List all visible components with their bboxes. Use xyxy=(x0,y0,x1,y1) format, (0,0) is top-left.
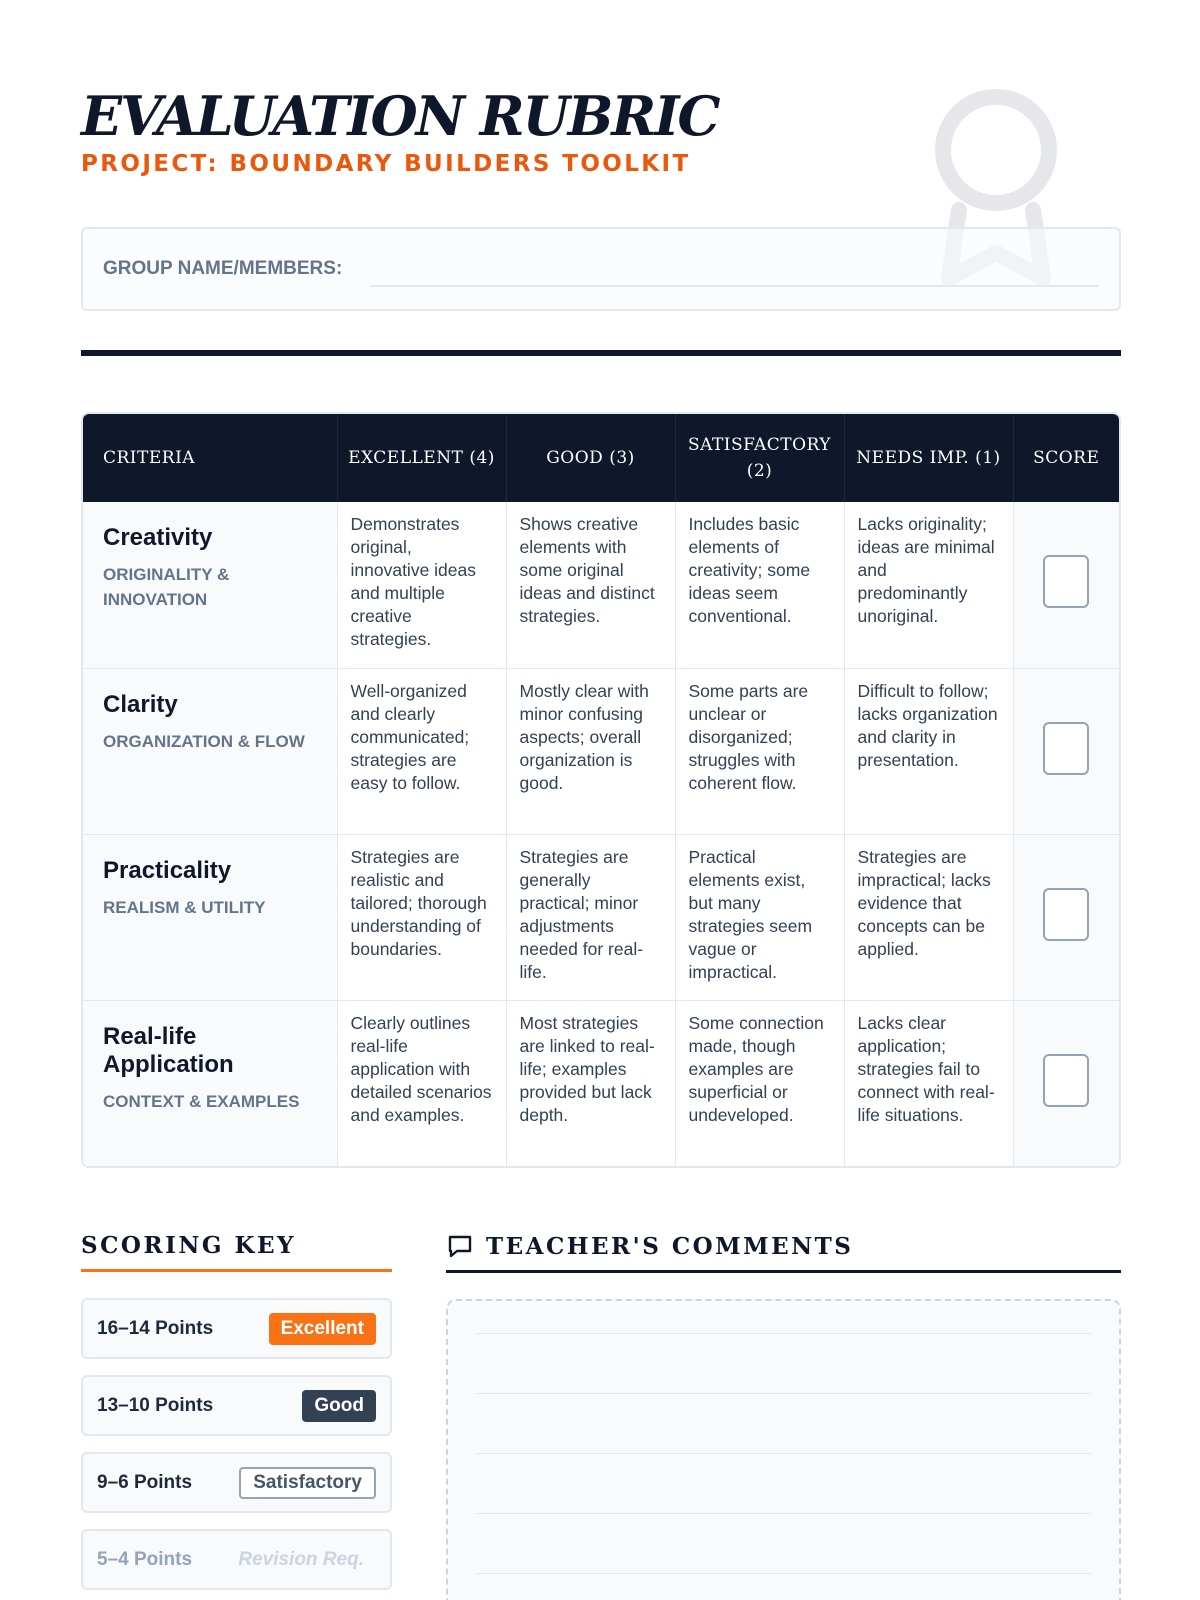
needs-improvement-descriptor: Lacks originality; ideas are minimal and predominantly unoriginal. xyxy=(844,502,1013,668)
rating-badge-revision: Revision Req. xyxy=(238,1548,364,1570)
comment-line xyxy=(476,1393,1091,1453)
column-header-excellent: EXCELLENT (4) xyxy=(337,414,506,502)
scoring-key xyxy=(81,1232,392,1590)
scoring-key-item xyxy=(81,1529,392,1590)
comment-line xyxy=(476,1573,1091,1600)
excellent-descriptor: Demonstrates original, innovative ideas and multiple creative strategies. xyxy=(337,502,506,668)
column-header-score: SCORE xyxy=(1013,414,1119,502)
good-descriptor: Most strategies are linked to real-life; examples provided but lack depth. xyxy=(506,1000,675,1166)
comments-field[interactable] xyxy=(446,1299,1121,1600)
table-header-row xyxy=(83,414,1119,502)
comment-line xyxy=(476,1453,1091,1513)
score-cell xyxy=(1013,1000,1119,1166)
points-range: 13–10 Points xyxy=(97,1394,214,1416)
points-range: 16–14 Points xyxy=(97,1317,214,1339)
points-range: 5–4 Points xyxy=(97,1548,193,1570)
group-name-input-line[interactable] xyxy=(370,285,1099,287)
score-input-creativity[interactable] xyxy=(1043,555,1089,608)
needs-improvement-descriptor: Difficult to follow; lacks organization and clarity in presentation. xyxy=(844,668,1013,834)
project-subtitle: PROJECT: BOUNDARY BUILDERS TOOLKIT xyxy=(81,151,691,177)
comment-icon xyxy=(446,1232,474,1260)
comment-line xyxy=(476,1513,1091,1573)
satisfactory-descriptor: Practical elements exist, but many strategies seem vague or impractical. xyxy=(675,834,844,1000)
scoring-key-item xyxy=(81,1375,392,1436)
needs-improvement-descriptor: Strategies are impractical; lacks evidence that concepts can be applied. xyxy=(844,834,1013,1000)
column-header-criteria: CRITERIA xyxy=(83,414,337,502)
column-header-satisfactory: SATISFACTORY (2) xyxy=(675,414,844,502)
good-descriptor: Mostly clear with minor confusing aspects; overall organization is good. xyxy=(506,668,675,834)
criteria-subtitle: CONTEXT & EXAMPLES xyxy=(103,1091,300,1111)
scoring-key-item xyxy=(81,1298,392,1359)
group-name-label: GROUP NAME/MEMBERS: xyxy=(103,258,343,279)
criteria-cell xyxy=(83,834,337,1000)
satisfactory-descriptor: Includes basic elements of creativity; some ideas seem conventional. xyxy=(675,502,844,668)
satisfactory-descriptor: Some connection made, though examples are superficial or undeveloped. xyxy=(675,1000,844,1166)
rating-badge-excellent: Excellent xyxy=(269,1313,376,1345)
criteria-cell xyxy=(83,1000,337,1166)
rubric-table xyxy=(81,412,1121,1168)
scoring-key-item xyxy=(81,1452,392,1513)
header-divider xyxy=(81,350,1121,356)
group-name-field[interactable] xyxy=(81,227,1121,311)
satisfactory-descriptor: Some parts are unclear or disorganized; struggles with coherent flow. xyxy=(675,668,844,834)
criteria-name: Creativity xyxy=(103,524,213,551)
table-row xyxy=(83,502,1119,668)
table-row xyxy=(83,668,1119,834)
good-descriptor: Strategies are generally practical; minor adjustments needed for real-life. xyxy=(506,834,675,1000)
score-input-practicality[interactable] xyxy=(1043,888,1089,941)
criteria-name: Real-life Application xyxy=(103,1022,234,1078)
page-title: EVALUATION RUBRIC xyxy=(81,84,719,148)
rating-badge-good: Good xyxy=(302,1390,376,1422)
good-descriptor: Shows creative elements with some original ideas and distinct strategies. xyxy=(506,502,675,668)
column-header-needs-improvement: NEEDS IMP. (1) xyxy=(844,414,1013,502)
criteria-name: Clarity xyxy=(103,690,178,718)
needs-improvement-descriptor: Lacks clear application; strategies fail to connect with real-life situations. xyxy=(844,1000,1013,1166)
excellent-descriptor: Strategies are realistic and tailored; thorough understanding of boundaries. xyxy=(337,834,506,1000)
excellent-descriptor: Well-organized and clearly communicated; strategies are easy to follow. xyxy=(337,668,506,834)
comment-line xyxy=(476,1333,1091,1393)
criteria-name: Practicality xyxy=(103,856,232,884)
points-range: 9–6 Points xyxy=(97,1471,193,1493)
criteria-cell xyxy=(83,668,337,834)
score-input-real-life-application[interactable] xyxy=(1043,1054,1089,1107)
score-input-clarity[interactable] xyxy=(1043,722,1089,775)
score-cell xyxy=(1013,668,1119,834)
score-cell xyxy=(1013,502,1119,668)
header xyxy=(81,0,1099,340)
teacher-comments xyxy=(446,1232,1121,1600)
criteria-subtitle: ORIGINALITY & INNOVATION xyxy=(103,565,230,609)
excellent-descriptor: Clearly outlines real-life application with detailed scenarios and examples. xyxy=(337,1000,506,1166)
criteria-subtitle: ORGANIZATION & FLOW xyxy=(103,731,305,751)
comments-title-bar xyxy=(446,1232,1121,1273)
criteria-subtitle: REALISM & UTILITY xyxy=(103,897,266,917)
scoring-key-title: SCORING KEY xyxy=(81,1232,392,1272)
table-row xyxy=(83,1000,1119,1166)
score-cell xyxy=(1013,834,1119,1000)
criteria-cell xyxy=(83,502,337,668)
comments-title: TEACHER'S COMMENTS xyxy=(486,1232,854,1260)
rating-badge-satisfactory: Satisfactory xyxy=(239,1467,376,1499)
column-header-good: GOOD (3) xyxy=(506,414,675,502)
table-row xyxy=(83,834,1119,1000)
